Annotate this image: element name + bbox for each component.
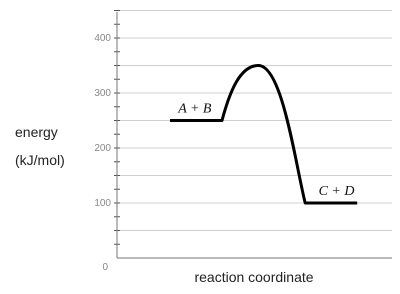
y-tick-labels: [94, 33, 111, 273]
y-axis-unit-label: (kJ/mol): [15, 152, 65, 168]
y-tick-label: 0: [102, 262, 108, 273]
reaction-energy-curve: [170, 66, 357, 204]
y-tick-label: 400: [94, 33, 111, 44]
reactants-label: A + B: [178, 101, 212, 117]
y-tick-label: 300: [94, 88, 111, 99]
x-axis-label: reaction coordinate: [194, 269, 314, 285]
y-tick-label: 100: [94, 198, 111, 209]
products-label: C + D: [318, 183, 355, 199]
y-tick-label: 200: [94, 143, 111, 154]
y-axis-label: energy: [15, 124, 58, 140]
